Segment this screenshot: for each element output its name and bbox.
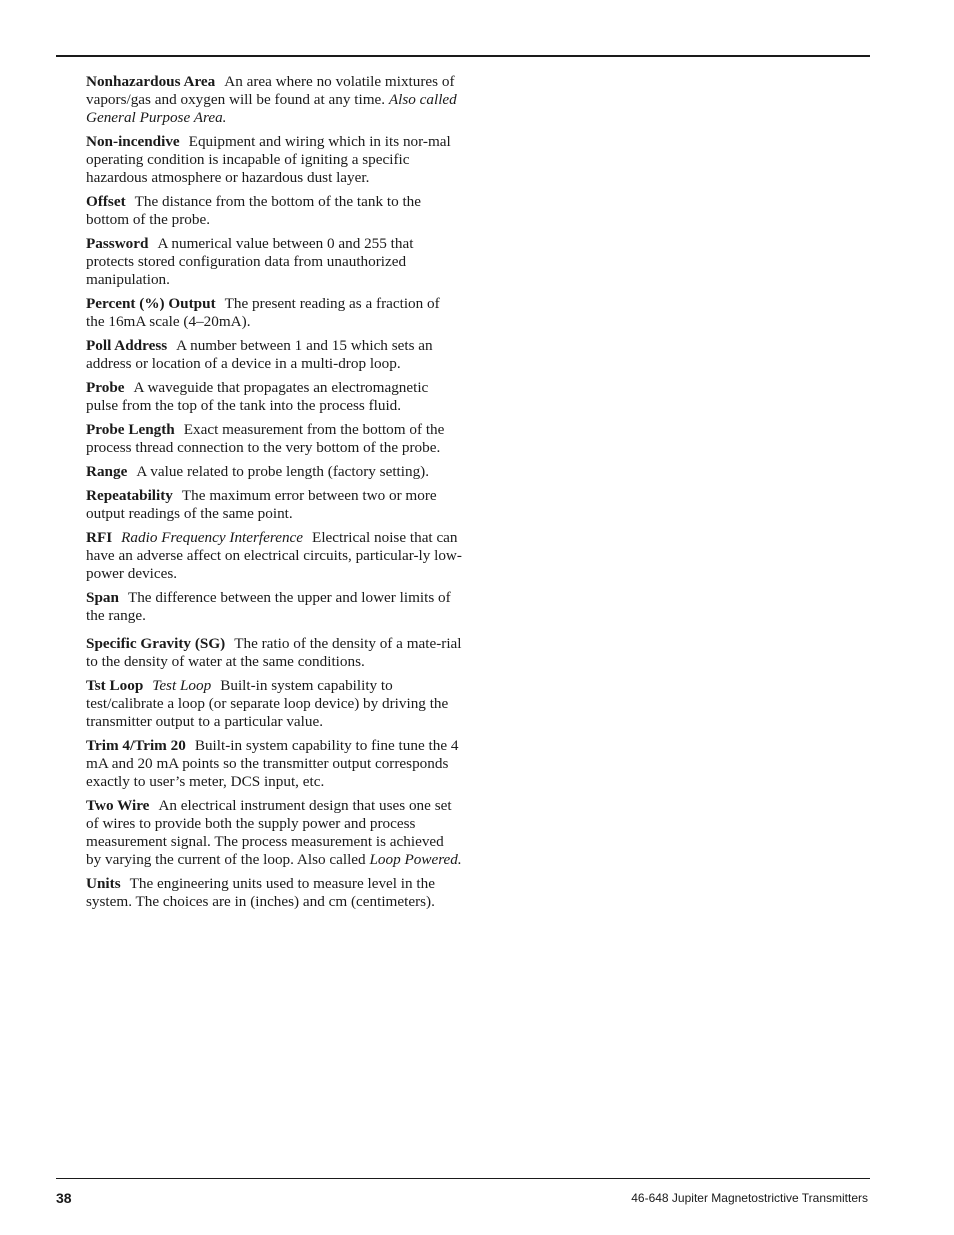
glossary-definition: The ratio of the density of a mate-rial to the density of water at the same conditions. [86, 635, 462, 670]
glossary-entry [86, 737, 462, 791]
glossary-term: Poll Address [86, 337, 168, 354]
glossary-entry [86, 235, 462, 289]
glossary-entry [86, 73, 462, 127]
glossary-term: Password [86, 235, 149, 252]
glossary-definition: An area where no volatile mixtures of vapors/gas and oxygen will be found at any time. [86, 73, 455, 108]
glossary-term: Non-incendive [86, 133, 180, 150]
glossary-definition: Built-in system capability to test/calibrate a loop (or separate loop device) by driving the transmitter output to a particular value. [86, 677, 449, 730]
glossary-term: Specific Gravity (SG) [86, 635, 226, 652]
glossary-definition: The difference between the upper and lower limits of the range. [86, 589, 451, 624]
glossary-entry [86, 589, 462, 625]
header-rule [56, 55, 870, 57]
glossary-term: Range [86, 463, 128, 480]
glossary-entry [86, 677, 462, 731]
page-number: 38 [56, 1190, 72, 1206]
glossary-term: Nonhazardous Area [86, 73, 216, 90]
glossary-list [86, 73, 462, 917]
glossary-term: Span [86, 589, 119, 606]
glossary-definition: Equipment and wiring which in its nor-mal operating condition is incapable of igniting a specific hazardous atmosphere or hazardous dust layer. [86, 133, 451, 186]
glossary-term: Tst Loop [86, 677, 144, 694]
glossary-term: RFI [86, 529, 113, 546]
glossary-term: Trim 4/Trim 20 [86, 737, 186, 754]
glossary-entry [86, 133, 462, 187]
glossary-definition: Electrical noise that can have an adverse affect on electrical circuits, particular-ly low-power devices. [86, 529, 462, 582]
glossary-term: Units [86, 875, 121, 892]
glossary-entry [86, 875, 462, 911]
glossary-definition: A waveguide that propagates an electromagnetic pulse from the top of the tank into the process fluid. [86, 379, 429, 414]
glossary-definition: Built-in system capability to fine tune the 4 mA and 20 mA points so the transmitter output corresponds exactly to user’s meter, DCS input, etc. [86, 737, 459, 790]
glossary-definition: A value related to probe length (factory setting). [136, 463, 430, 480]
glossary-definition: The distance from the bottom of the tank to the bottom of the probe. [86, 193, 422, 228]
glossary-entry [86, 295, 462, 331]
glossary-definition: The engineering units used to measure level in the system. The choices are in (inches) and cm (centimeters). [86, 875, 435, 910]
glossary-definition: The present reading as a fraction of the 16mA scale (4–20mA). [86, 295, 440, 330]
glossary-term: Probe [86, 379, 125, 396]
glossary-term: Probe Length [86, 421, 175, 438]
glossary-definition: A numerical value between 0 and 255 that protects stored configuration data from unauthorized manipulation. [86, 235, 414, 288]
glossary-entry [86, 635, 462, 671]
glossary-entry [86, 337, 462, 373]
glossary-entry [86, 797, 462, 869]
glossary-entry [86, 193, 462, 229]
glossary-definition-italic: Also called General Purpose Area. [86, 91, 457, 126]
glossary-entry [86, 463, 462, 481]
glossary-entry [86, 487, 462, 523]
document-title: 46-648 Jupiter Magnetostrictive Transmitters [631, 1191, 868, 1205]
glossary-term: Percent (%) Output [86, 295, 216, 312]
glossary-term: Two Wire [86, 797, 150, 814]
glossary-definition: The maximum error between two or more output readings of the same point. [86, 487, 437, 522]
glossary-term-expansion: Radio Frequency Interference [121, 529, 304, 546]
glossary-term-expansion: Test Loop [152, 677, 212, 694]
footer-rule [56, 1178, 870, 1179]
glossary-entry [86, 529, 462, 583]
glossary-entry [86, 379, 462, 415]
glossary-entry [86, 421, 462, 457]
glossary-definition: An electrical instrument design that uses one set of wires to provide both the supply power and process measurement signal. The process measurement is achieved by varying the current of the loop. Also called [86, 797, 452, 868]
glossary-definition-italic: Loop Powered. [369, 851, 462, 868]
glossary-term: Offset [86, 193, 126, 210]
glossary-term: Repeatability [86, 487, 173, 504]
glossary-definition: Exact measurement from the bottom of the process thread connection to the very bottom of the probe. [86, 421, 445, 456]
glossary-definition: A number between 1 and 15 which sets an address or location of a device in a multi-drop loop. [86, 337, 433, 372]
